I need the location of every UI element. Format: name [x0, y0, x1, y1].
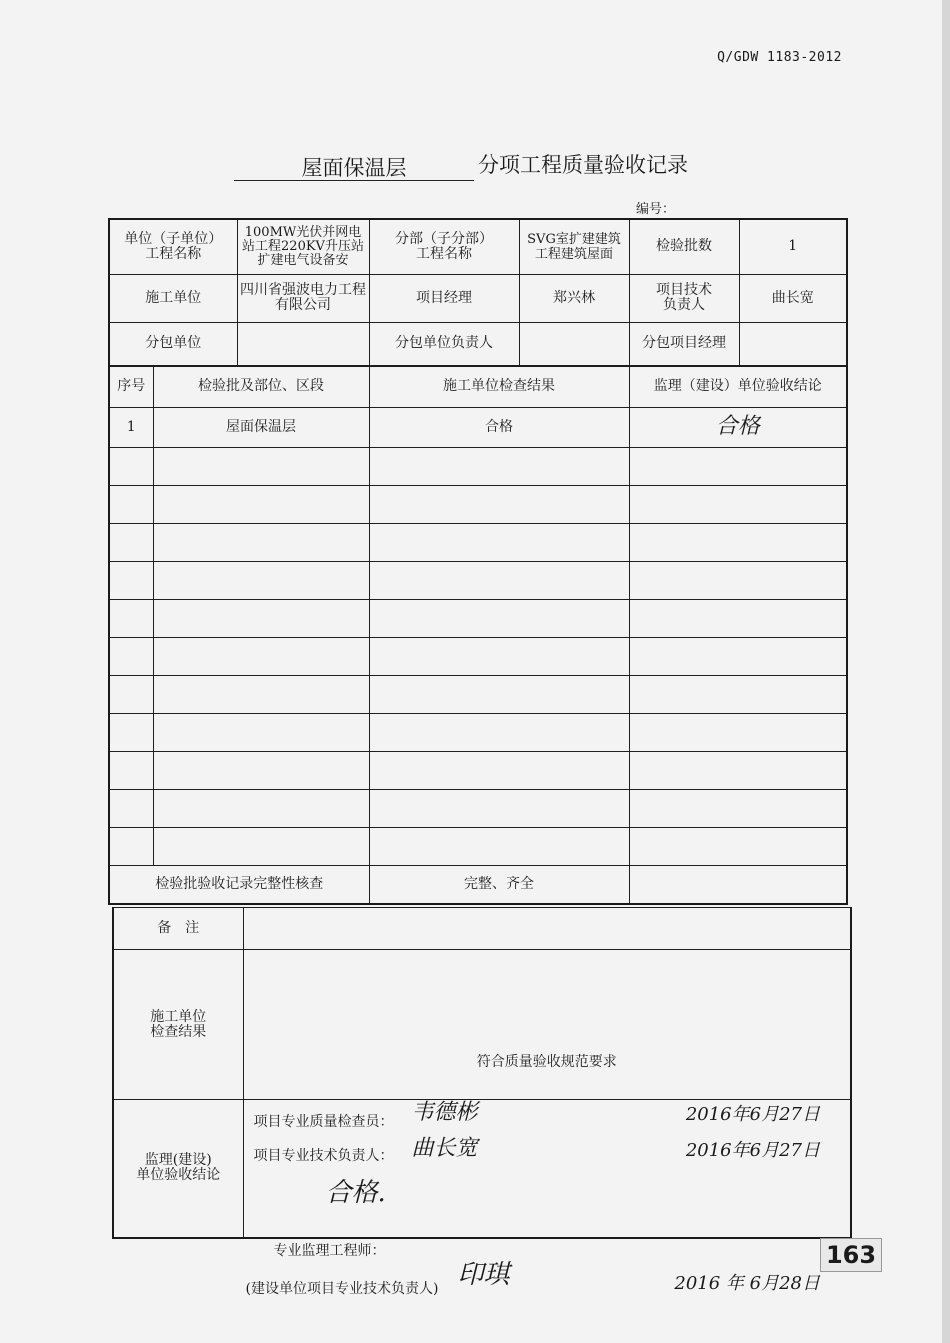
inspection-table [108, 365, 848, 905]
engineer-label: 专业监理工程师： [273, 1243, 386, 1260]
supervisor-label: 监理(建设) 单位验收结论 [113, 1100, 243, 1238]
subcontractor-value [237, 322, 369, 366]
division-value: SVG室扩建建筑工程建筑屋面 [519, 219, 629, 274]
empty-row [109, 828, 847, 866]
empty-row [109, 448, 847, 486]
empty-row [109, 524, 847, 562]
completeness-label: 检验批验收记录完整性核查 [109, 866, 369, 904]
tech-lead-signature: 曲长宽 [411, 1135, 478, 1161]
inspection-header-row [109, 366, 847, 408]
completeness-row [109, 866, 847, 904]
pm-label: 项目经理 [369, 274, 519, 322]
page-edge [942, 0, 950, 1343]
header-no: 序号 [109, 366, 153, 408]
project-info-table [108, 218, 848, 367]
form-title [234, 148, 734, 184]
empty-row [109, 562, 847, 600]
sub-pm-label: 分包项目经理 [629, 322, 739, 366]
contractor-value: 四川省强波电力工程有限公司 [237, 274, 369, 322]
header-location: 检验批及部位、区段 [153, 366, 369, 408]
title-subject: 屋面保温层 [234, 148, 474, 181]
standard-code: Q/GDW 1183-2012 [717, 50, 842, 65]
batch-count-label: 检验批数 [629, 219, 739, 274]
serial-label: 编号： [636, 202, 676, 217]
row-location: 屋面保温层 [153, 408, 369, 448]
title-main: 分项工程质量验收记录 [478, 153, 688, 177]
owner-label: (建设单位项目专业技术负责人) [245, 1281, 439, 1298]
page-number: 163 [820, 1238, 882, 1272]
contractor-result-label: 施工单位 检查结果 [113, 950, 243, 1100]
row-conclusion [629, 408, 847, 448]
qc-inspector-label: 项目专业质量检查员： [253, 1113, 394, 1130]
header-conclusion: 监理（建设）单位验收结论 [629, 366, 847, 408]
qc-date: 2016年6月27日 [685, 1103, 820, 1125]
empty-row [109, 486, 847, 524]
supervisor-date: 2016 年 6月28日 [674, 1273, 820, 1295]
empty-row [109, 790, 847, 828]
handwritten-conclusion: 合格 [715, 413, 760, 439]
tech-lead-label: 项目技术 负责人 [629, 274, 739, 322]
batch-count-value: 1 [739, 219, 847, 274]
qc-inspector-signature: 韦德彬 [411, 1099, 478, 1125]
completeness-value: 完整、齐全 [369, 866, 629, 904]
sub-lead-value [519, 322, 629, 366]
sub-lead-label: 分包单位负责人 [369, 322, 519, 366]
row-no: 1 [109, 408, 153, 448]
engineer-signature: 印琪 [457, 1260, 510, 1291]
empty-row [109, 714, 847, 752]
tech-date: 2016年6月27日 [685, 1139, 820, 1161]
tech-lead-label: 项目专业技术负责人： [253, 1147, 394, 1164]
division-label: 分部（子分部） 工程名称 [369, 219, 519, 274]
row-result: 合格 [369, 408, 629, 448]
empty-row [109, 676, 847, 714]
supervisor-conclusion: 合格. [325, 1178, 386, 1209]
subcontractor-label: 分包单位 [109, 322, 237, 366]
empty-row [109, 752, 847, 790]
contractor-result-cell [243, 950, 851, 1164]
empty-row [109, 600, 847, 638]
remarks-value [243, 908, 851, 950]
tech-lead-value: 曲长宽 [739, 274, 847, 322]
sub-pm-value [739, 322, 847, 366]
empty-row [109, 638, 847, 676]
unit-label: 单位（子单位） 工程名称 [109, 219, 237, 274]
contractor-label: 施工单位 [109, 274, 237, 322]
header-result: 施工单位检查结果 [369, 366, 629, 408]
remarks-label: 备 注 [113, 908, 243, 950]
pm-value: 郑兴林 [519, 274, 629, 322]
unit-value: 100MW光伏并网电站工程220KV升压站扩建电气设备安 [237, 219, 369, 274]
table-row [109, 408, 847, 448]
contractor-statement: 符合质量验收规范要求 [476, 1053, 617, 1070]
